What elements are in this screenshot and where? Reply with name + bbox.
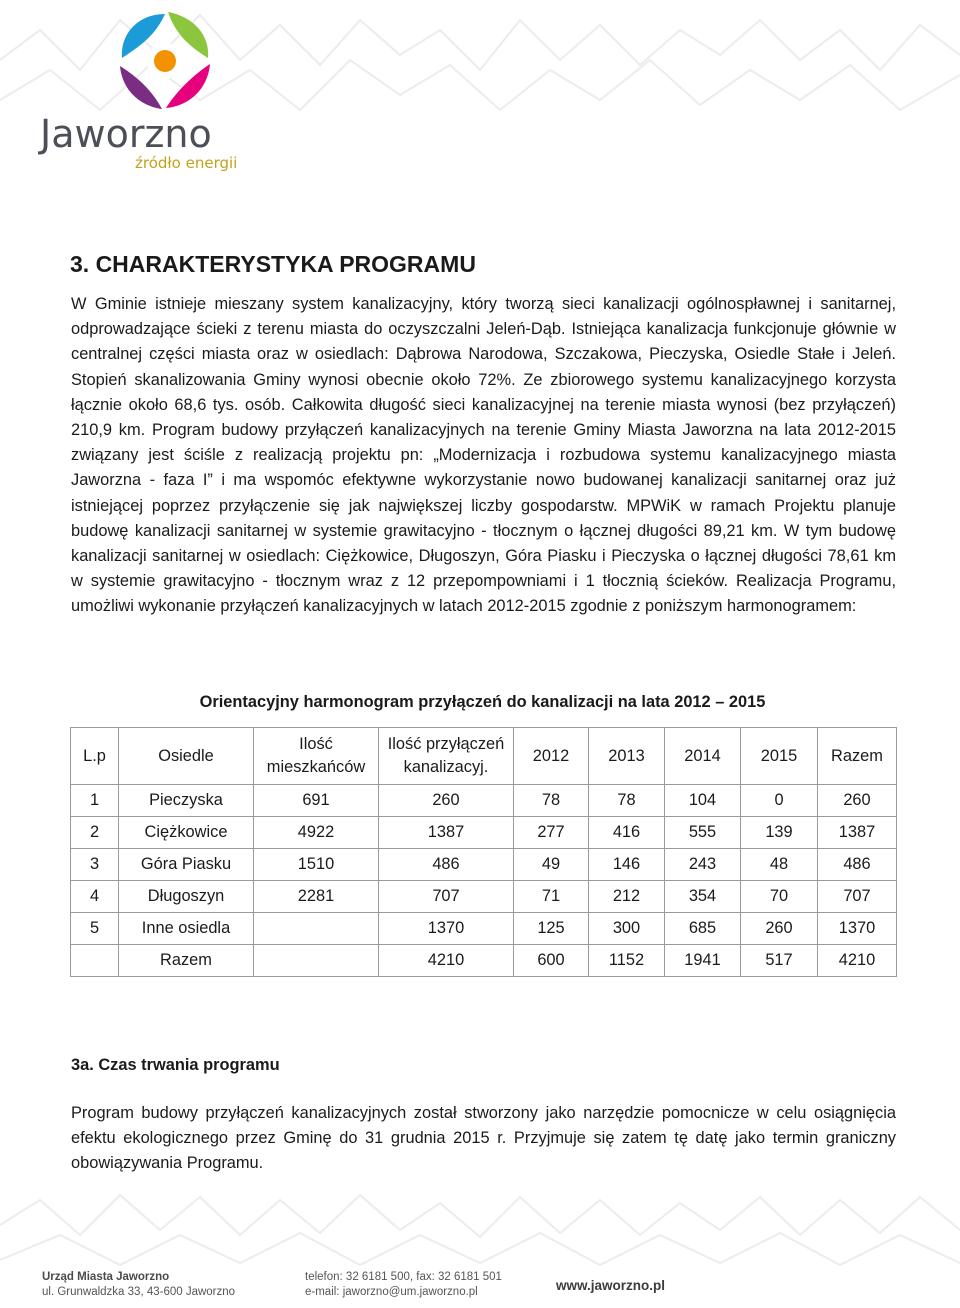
table-cell <box>71 945 119 977</box>
table-header-row <box>71 728 897 785</box>
table-cell: 2 <box>71 817 119 849</box>
table-cell: 125 <box>514 913 589 945</box>
table-cell: 600 <box>514 945 589 977</box>
header-cell: L.p <box>71 728 119 785</box>
footer-background-pattern <box>0 1185 960 1270</box>
table-cell: Pieczyska <box>119 785 254 817</box>
table-cell: 260 <box>818 785 897 817</box>
table-cell: 70 <box>741 881 818 913</box>
table-cell: 707 <box>379 881 514 913</box>
table-cell: 1370 <box>818 913 897 945</box>
table-cell: 1941 <box>665 945 741 977</box>
table-cell: 78 <box>514 785 589 817</box>
header-cell: Ilość mieszkańców <box>254 728 379 785</box>
table-row <box>71 785 897 817</box>
table-cell: Długoszyn <box>119 881 254 913</box>
table-cell: 243 <box>665 849 741 881</box>
table-cell: 48 <box>741 849 818 881</box>
header-cell: Osiedle <box>119 728 254 785</box>
header-cell: Razem <box>818 728 897 785</box>
table-body <box>71 785 897 977</box>
table-cell: 78 <box>589 785 665 817</box>
table-cell: 354 <box>665 881 741 913</box>
logo-mark-icon <box>110 6 220 116</box>
header-cell: 2015 <box>741 728 818 785</box>
footer-website: www.jaworzno.pl <box>556 1278 666 1293</box>
table-row <box>71 945 897 977</box>
table-cell: 4210 <box>818 945 897 977</box>
footer-phone-fax: telefon: 32 6181 500, fax: 32 6181 501 <box>305 1271 502 1283</box>
table-cell: 71 <box>514 881 589 913</box>
table-cell: 139 <box>741 817 818 849</box>
table-cell: 4210 <box>379 945 514 977</box>
table-cell: 212 <box>589 881 665 913</box>
table-cell: 685 <box>665 913 741 945</box>
table-cell: 707 <box>818 881 897 913</box>
table-cell: 2281 <box>254 881 379 913</box>
table-cell: 486 <box>379 849 514 881</box>
table-cell: 1152 <box>589 945 665 977</box>
table-cell <box>254 945 379 977</box>
table-cell: 4 <box>71 881 119 913</box>
table-cell: 3 <box>71 849 119 881</box>
section-paragraph: W Gminie istnieje mieszany system kanalizacyjny, który tworzą sieci kanalizacji ogólnospławnej i sanitarnej, odprowadzające ścieki z terenu miasta do oczyszczalni Jeleń-Dąb. Istniejąca kanalizacja funkcjonuje głównie w centralnej części miasta oraz w osiedlach: Dąbrowa Narodowa, Szczakowa, Pieczyska, Osiedle Stałe i Jeleń. Stopień skanalizowania Gminy wynosi obecnie około 72%. Ze zbiorowego systemu kanalizacyjnego korzysta łącznie około 68,6 tys. osób. Całkowita długość sieci kanalizacyjnej na terenie miasta wynosi (bez przyłączeń) 210,9 km. Program budowy przyłączeń kanalizacyjnych na terenie Gminy Miasta Jaworzna na lata 2012-2015 związany jest ściśle z realizacją projektu pn: „Modernizacja i rozbudowa systemu kanalizacyjnego miasta Jaworzna - faza I” i ma wspomóc efektywne wykorzystanie nowo budowanej kanalizacji sanitarnej oraz już istniejącej poprzez przyłączenie się jak największej liczby gospodarstw. MPWiK w ramach Projektu planuje budowę kanalizacji sanitarnej w systemie grawitacyjno - tłocznym o łącznej długości 89,21 km. W tym budowę kanalizacji sanitarnej w osiedlach: Ciężkowice, Długoszyn, Góra Piasku i Pieczyska o łącznej długości 78,61 km w systemie grawitacyjno - tłocznym wraz z 12 przepompowniami i 1 tłocznią ścieków. Realizacja Programu, umożliwi wykonanie przyłączeń kanalizacyjnych w latach 2012-2015 zgodnie z poniższym harmonogramem: <box>71 295 896 616</box>
header-cell: 2014 <box>665 728 741 785</box>
table-cell: 1387 <box>379 817 514 849</box>
section-heading: 3. CHARAKTERYSTYKA PROGRAMU <box>70 251 476 277</box>
table-row <box>71 913 897 945</box>
table-cell: 486 <box>818 849 897 881</box>
table-cell: 260 <box>741 913 818 945</box>
table-cell: Góra Piasku <box>119 849 254 881</box>
table-cell: 277 <box>514 817 589 849</box>
footer-office <box>42 1270 235 1300</box>
footer-contact <box>305 1270 502 1300</box>
table-cell: 416 <box>589 817 665 849</box>
schedule-table <box>70 727 897 977</box>
table-cell: 1387 <box>818 817 897 849</box>
table-cell: 0 <box>741 785 818 817</box>
table-row <box>71 881 897 913</box>
logo-tagline: źródło energii <box>135 154 238 172</box>
table-cell: 5 <box>71 913 119 945</box>
header-cell: 2012 <box>514 728 589 785</box>
table-title: Orientacyjny harmonogram przyłączeń do kanalizacji na lata 2012 – 2015 <box>199 693 766 711</box>
table-cell: Ciężkowice <box>119 817 254 849</box>
table-cell: 1 <box>71 785 119 817</box>
table-cell: 691 <box>254 785 379 817</box>
table-cell: 1370 <box>379 913 514 945</box>
page-footer <box>0 1262 960 1308</box>
table-cell: 300 <box>589 913 665 945</box>
logo-wordmark: Jaworzno <box>40 112 212 156</box>
table-cell: 1510 <box>254 849 379 881</box>
table-cell <box>254 913 379 945</box>
jaworzno-logo <box>40 6 240 174</box>
header-cell: 2013 <box>589 728 665 785</box>
subsection-heading: 3a. Czas trwania programu <box>71 1056 280 1074</box>
table-cell: 49 <box>514 849 589 881</box>
table-cell: Razem <box>119 945 254 977</box>
footer-email: e-mail: jaworzno@um.jaworzno.pl <box>305 1286 478 1298</box>
table-row <box>71 849 897 881</box>
table-row <box>71 817 897 849</box>
subsection-paragraph: Program budowy przyłączeń kanalizacyjnych został stworzony jako narzędzie pomocnicze w celu osiągnięcia efektu ekologicznego przez Gminę do 31 grudnia 2015 r. Przyjmuje się zatem tę datę jako termin graniczny obowiązywania Programu. <box>71 1104 896 1173</box>
table-cell: 517 <box>741 945 818 977</box>
table-cell: 555 <box>665 817 741 849</box>
table-cell: Inne osiedla <box>119 913 254 945</box>
table-cell: 4922 <box>254 817 379 849</box>
header-cell: Ilość przyłączeń kanalizacyj. <box>379 728 514 785</box>
footer-office-name: Urząd Miasta Jaworzno <box>42 1271 170 1283</box>
table-cell: 146 <box>589 849 665 881</box>
table-cell: 104 <box>665 785 741 817</box>
table-cell: 260 <box>379 785 514 817</box>
footer-office-address: ul. Grunwaldzka 33, 43-600 Jaworzno <box>42 1286 236 1298</box>
